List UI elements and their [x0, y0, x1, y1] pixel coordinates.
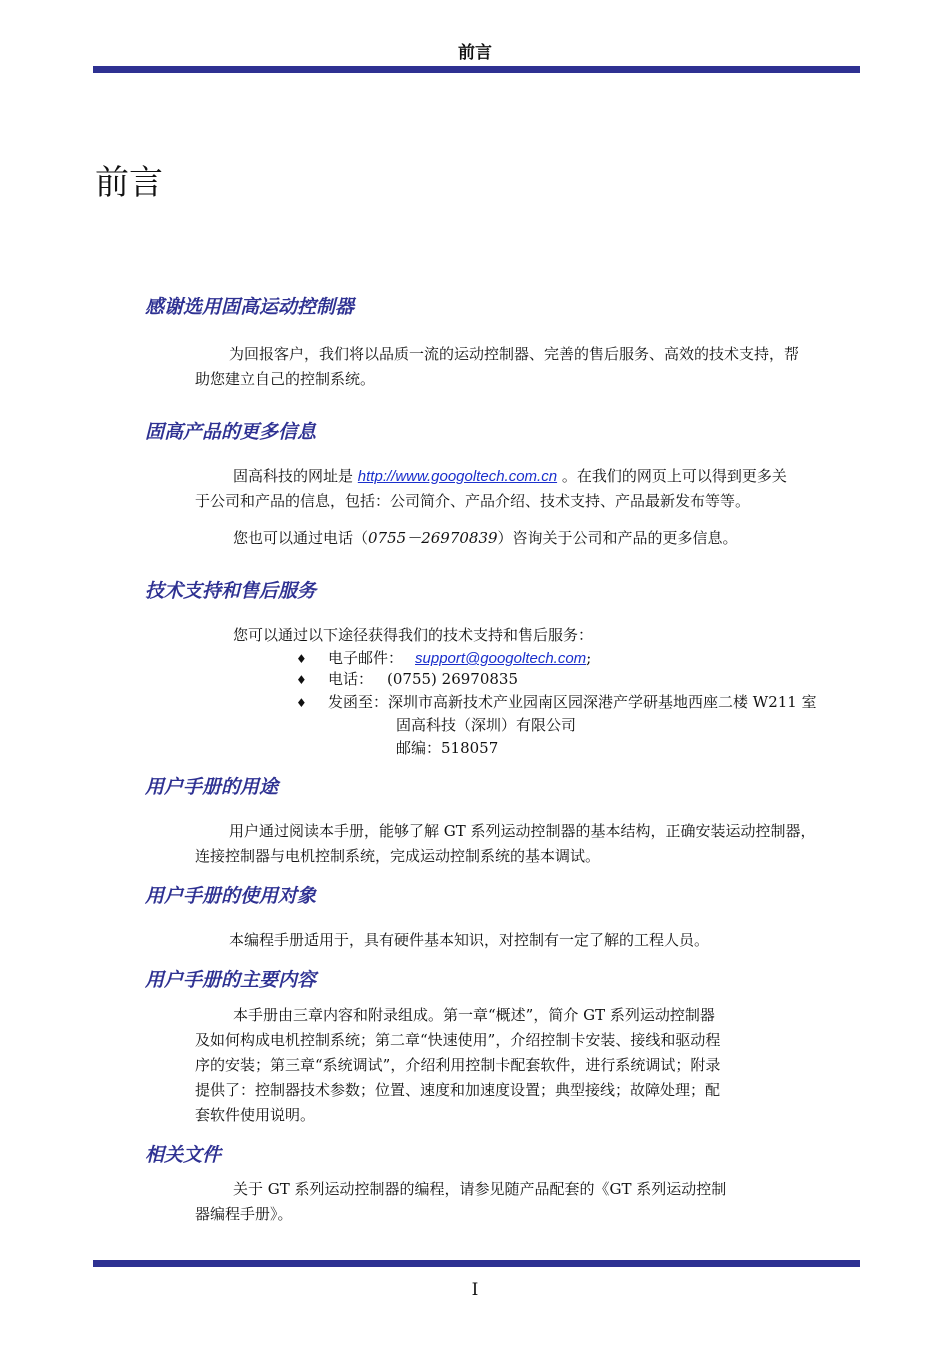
phone-intro-text: 您也可以通过电话（ — [233, 529, 369, 547]
bullet-icon: ♦ — [296, 652, 307, 666]
phone-paragraph — [233, 526, 738, 551]
website-intro-text: 固高科技的网址是 — [233, 467, 354, 485]
header-rule — [93, 66, 860, 73]
email-label: 电子邮件： — [328, 649, 404, 667]
website-link[interactable]: http://www.googoltech.com.cn — [357, 468, 558, 485]
purpose-line-1: 用户通过阅读本手册，能够了解 GT 系列运动控制器的基本结构，正确安装运动控制器， — [229, 822, 816, 840]
bullet-icon: ♦ — [296, 696, 307, 710]
section-heading-audience: 用户手册的使用对象 — [145, 885, 317, 907]
support-intro: 您可以通过以下途径获得我们的技术支持和售后服务： — [233, 626, 594, 644]
purpose-line-2: 连接控制器与电机控制系统，完成运动控制系统的基本调试。 — [195, 847, 601, 865]
phone-label: 电话： — [328, 670, 374, 688]
page-number: I — [471, 1280, 479, 1300]
contents-line-2: 及如何构成电机控制系统；第二章“快速使用”，介绍控制卡安装、接线和驱动程 — [195, 1031, 721, 1049]
section-heading-contents: 用户手册的主要内容 — [145, 969, 317, 991]
thanks-line-1: 为回报客户，我们将以品质一流的运动控制器、完善的售后服务、高效的技术支持，帮 — [229, 345, 800, 363]
thanks-line-2: 助您建立自己的控制系统。 — [195, 370, 376, 388]
mail-address-line-1: 深圳市高新技术产业园南区园深港产学研基地西座二楼 W211 室 — [388, 693, 817, 711]
phone-number: 0755－26970839 — [368, 529, 498, 547]
related-line-2: 器编程手册》。 — [195, 1205, 293, 1223]
section-heading-support: 技术支持和售后服务 — [145, 580, 317, 602]
website-line-2: 于公司和产品的信息，包括：公司简介、产品介绍、技术支持、产品最新发布等等。 — [195, 492, 751, 510]
bullet-icon: ♦ — [296, 673, 307, 687]
section-heading-more-info: 固高产品的更多信息 — [145, 421, 317, 443]
website-intro-suffix: 。在我们的网页上可以得到更多关 — [561, 467, 787, 485]
contents-line-3: 序的安装；第三章“系统调试”，介绍利用控制卡配套软件，进行系统调试；附录 — [195, 1056, 721, 1074]
contents-line-5: 套软件使用说明。 — [195, 1106, 316, 1124]
footer-rule — [93, 1260, 860, 1267]
contents-line-1: 本手册由三章内容和附录组成。第一章“概述”，简介 GT 系列运动控制器 — [233, 1006, 715, 1024]
email-suffix: ; — [586, 649, 592, 667]
section-heading-thanks: 感谢选用固高运动控制器 — [145, 296, 355, 318]
website-paragraph — [233, 464, 787, 490]
mail-label: 发函至： — [328, 693, 389, 711]
support-phone-number: (0755) 26970835 — [387, 670, 519, 688]
section-heading-purpose: 用户手册的用途 — [145, 776, 279, 798]
contents-line-4: 提供了：控制器技术参数；位置、速度和加速度设置；典型接线；故障处理；配 — [195, 1081, 721, 1099]
mail-address-line-3: 邮编：518057 — [396, 739, 499, 757]
audience-line-1: 本编程手册适用于，具有硬件基本知识，对控制有一定了解的工程人员。 — [229, 931, 710, 949]
support-phone-item — [328, 667, 518, 692]
page-title: 前言 — [95, 163, 163, 203]
related-line-1: 关于 GT 系列运动控制器的编程，请参见随产品配套的《GT 系列运动控制 — [233, 1180, 727, 1198]
running-header-title: 前言 — [458, 43, 492, 63]
support-mail-item — [328, 690, 817, 715]
support-email-link[interactable]: support@googoltech.com — [415, 650, 587, 667]
mail-address-line-2: 固高科技（深圳）有限公司 — [396, 716, 577, 734]
section-heading-related: 相关文件 — [145, 1144, 222, 1166]
phone-outro-text: ）咨询关于公司和产品的更多信息。 — [497, 529, 738, 547]
